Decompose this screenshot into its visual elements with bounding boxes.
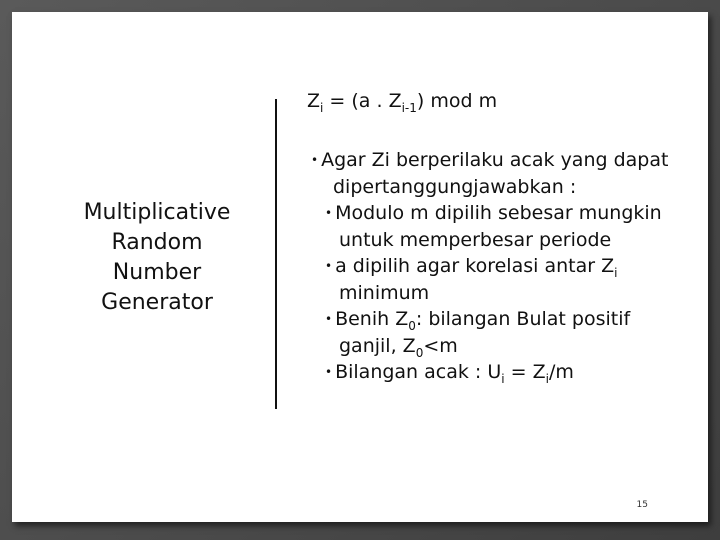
bullet-icon: •: [325, 206, 333, 220]
bullet-icon: •: [325, 365, 333, 379]
list-item: • a dipilih agar korelasi antar $Z_i$ minimum: [325, 255, 618, 304]
title-line: Random: [111, 230, 203, 255]
list-item: • Benih $Z_0$: bilangan Bulat positif ganjil, $Z_0<m$: [325, 308, 631, 360]
page-number: 15: [636, 500, 648, 510]
vertical-divider: [275, 99, 277, 409]
title-line: Number: [112, 260, 202, 285]
bullet-list: [307, 147, 677, 386]
title-line: Generator: [101, 290, 213, 315]
list-item: • Bilangan acak : $U_i = Z_i/m$: [325, 361, 574, 386]
bullet-icon: •: [325, 259, 333, 273]
slide: [12, 12, 708, 522]
section-title: [52, 198, 262, 318]
formula: $Z_i = (a$ . $Z_{i-1}$) mod m: [307, 90, 498, 115]
list-item: • Modulo m dipilih sebesar mungkin untuk memperbesar periode: [325, 202, 662, 251]
list-item: • Agar Zi berperilaku acak yang dapat dipertanggungjawabkan :: [311, 149, 669, 198]
title-line: Multiplicative: [83, 200, 231, 225]
bullet-icon: •: [325, 312, 333, 326]
bullet-icon: •: [311, 153, 319, 167]
